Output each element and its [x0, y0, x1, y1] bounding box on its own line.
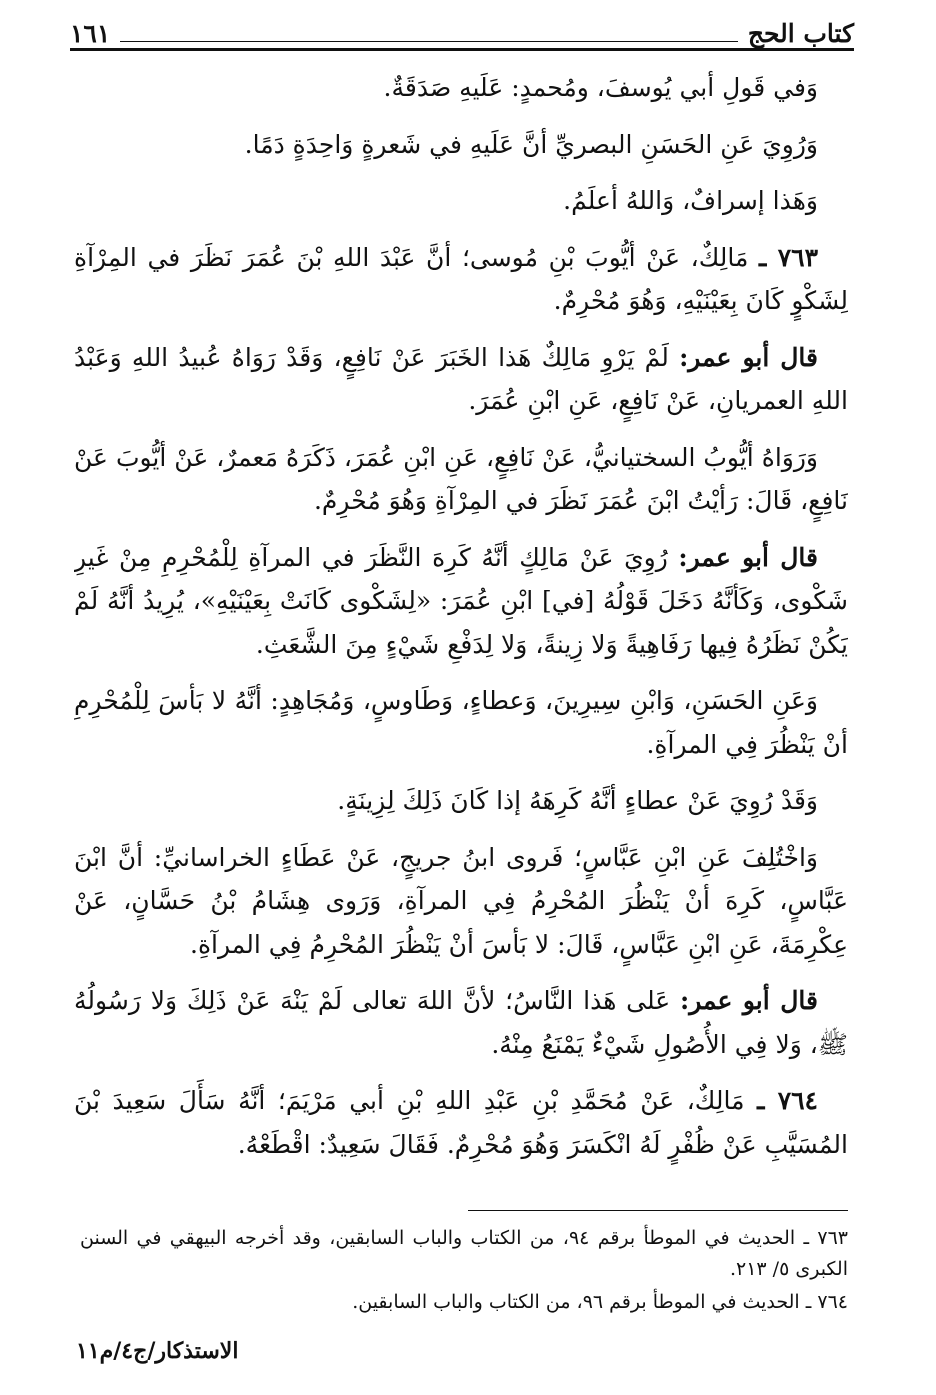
paragraph [74, 123, 848, 167]
footnote: ٧٦٤ ـ الحديث في الموطأ برقم ٩٦، من الكتاب والباب السابقين. [352, 1291, 848, 1313]
paragraph-text: مَالِكٌ، عَنْ مُحَمَّدِ بْنِ عَبْدِ اللهِ بْنِ أبي مَرْيَمَ؛ أنَّهُ سَأَلَ سَعِيدَ بْنَ المُسَيَّبِ عَنْ ظُفْرٍ لَهُ انْكَسَرَ وَهُوَ مُحْرِمٌ. فَقَالَ سَعِيدٌ: اقْطَعْهُ. [74, 1086, 848, 1159]
paragraph-text: وَقَدْ رُوِيَ عَنْ عطاءٍ أنَّهُ كَرِهَهُ إذا كَانَ ذَلِكَ لِزِينَةٍ. [337, 786, 818, 815]
paragraph [74, 779, 848, 823]
volume-signature: الاستذكار/ج٤/م١١ [76, 1338, 239, 1364]
paragraph-text: وَفي قَولِ أبي يُوسفَ، ومُحمدٍ: عَلَيهِ صَدَقَةٌ. [383, 73, 818, 102]
paragraph-text: لَمْ يَرْوِ مَالِكٌ هَذا الخَبَرَ عَنْ نَافِعٍ، وَقَدْ رَوَاهُ عُبيدُ اللهِ وَعَبْدُ اللهِ العمريانِ، عَنْ نَافِعٍ، عَنِ ابْنِ عُمَرَ. [74, 342, 848, 415]
page-number: ١٦١ [70, 19, 111, 48]
paragraph [74, 679, 848, 766]
paragraph [74, 979, 848, 1066]
main-text [74, 66, 848, 1181]
speaker-label: قال أبو عمر: [679, 986, 818, 1015]
paragraph-text: مَالِكٌ، عَنْ أيُّوبَ بْنِ مُوسى؛ أنَّ عَبْدَ اللهِ بْنَ عُمَرَ نَظَرَ في المِرْآةِ لِشَكْوٍ كَانَ بِعَيْنَيْهِ، وَهُوَ مُحْرِمٌ. [74, 242, 848, 315]
paragraph [74, 1079, 848, 1166]
page-header [70, 10, 854, 50]
paragraph-text: رُوِيَ عَنْ مَالِكٍ أنَّهُ كَرِهَ النَّظَرَ في المرآةِ لِلْمُحْرِمِ مِنْ غَيرِ شَكْوى، وَكَأنَّهُ دَخَلَ قَوْلُهُ [في] ابْنِ عُمَرَ: «لِشَكْوى كَانَتْ بِعَيْنَيْهِ»، يُرِيدُ أنَّهُ لَمْ يَكُنْ نَظَرُهُ فِيها رَفَاهِيةً وَلا زِينةً، وَلا لِدَفْعِ شَيْءٍ مِنَ الشَّعَثِ. [74, 542, 848, 659]
paragraph [74, 179, 848, 223]
paragraph-text: وَرُوِيَ عَنِ الحَسَنِ البصريِّ أنَّ عَلَيهِ في شَعرةٍ وَاحِدَةٍ دَمًا. [244, 129, 818, 159]
footnotes [80, 1223, 848, 1320]
paragraph [74, 536, 848, 667]
hadith-number: ٧٦٣ ـ [759, 242, 819, 272]
paragraph [74, 236, 848, 323]
paragraph-text: عَلى هَذا النَّاسُ؛ لأنَّ اللهَ تعالى لَمْ يَنْهَ عَنْ ذَلِكَ وَلا رَسُولُهُ ﷺ، وَلا فِي الأُصُولِ شَيْءٌ يَمْنَعُ مِنْهُ. [74, 986, 848, 1059]
paragraph [74, 336, 848, 423]
speaker-label: قال أبو عمر: [678, 542, 818, 572]
paragraph-text: وَرَوَاهُ أيُّوبُ السختيانيُّ، عَنْ نَافِعٍ، عَنِ ابْنِ عُمَرَ، ذَكَرَهُ مَعمرٌ، عَنْ أيُّوبَ عَنْ نَافِعٍ، قَالَ: رَأيْتُ ابْنَ عُمَرَ نَظَرَ في المِرْآةِ وَهُوَ مُحْرِمٌ. [74, 442, 848, 515]
hadith-number: ٧٦٤ ـ [757, 1086, 818, 1115]
paragraph-text: وَاخْتُلِفَ عَنِ ابْنِ عَبَّاسٍ؛ فَروى ابنُ جريجٍ، عَنْ عَطَاءٍ الخراسانيِّ: أنَّ ابْنَ عَبَّاسٍ، كَرِهَ أنْ يَنْظُرَ المُحْرِمُ فِي المرآةِ، وَرَوى هِشَامُ بْنُ حَسَّانٍ، عَنْ عِكْرِمَةَ، عَنِ ابْنِ عَبَّاسٍ، قَالَ: لا بَأسَ أنْ يَنْظُرَ المُحْرِمُ فِي المرآةِ. [74, 842, 848, 959]
paragraph [74, 436, 848, 523]
paragraph-text: وَهَذا إسرافٌ، وَاللهُ أعلَمُ. [563, 186, 818, 215]
paragraph-text: وَعَنِ الحَسَنِ، وَابْنِ سِيرِينَ، وَعطاءٍ، وَطَاوسٍ، وَمُجَاهِدٍ: أنَّهُ لا بَأسَ لِلْمُحْرِمِ أنْ يَنْظُرَ فِي المرآةِ. [74, 686, 848, 759]
header-divider [70, 48, 854, 51]
speaker-label: قال أبو عمر: [679, 342, 818, 372]
footnote-divider [468, 1210, 848, 1211]
paragraph [74, 66, 848, 110]
chapter-title: كتاب الحج [747, 19, 854, 48]
paragraph [74, 1179, 848, 1181]
paragraph [74, 836, 848, 967]
header-rule [120, 41, 738, 42]
footnote: ٧٦٣ ـ الحديث في الموطأ برقم ٩٤، من الكتاب والباب السابقين، وقد أخرجه البيهقي في السنن الكبرى ٥/ ٢١٣. [80, 1227, 848, 1280]
